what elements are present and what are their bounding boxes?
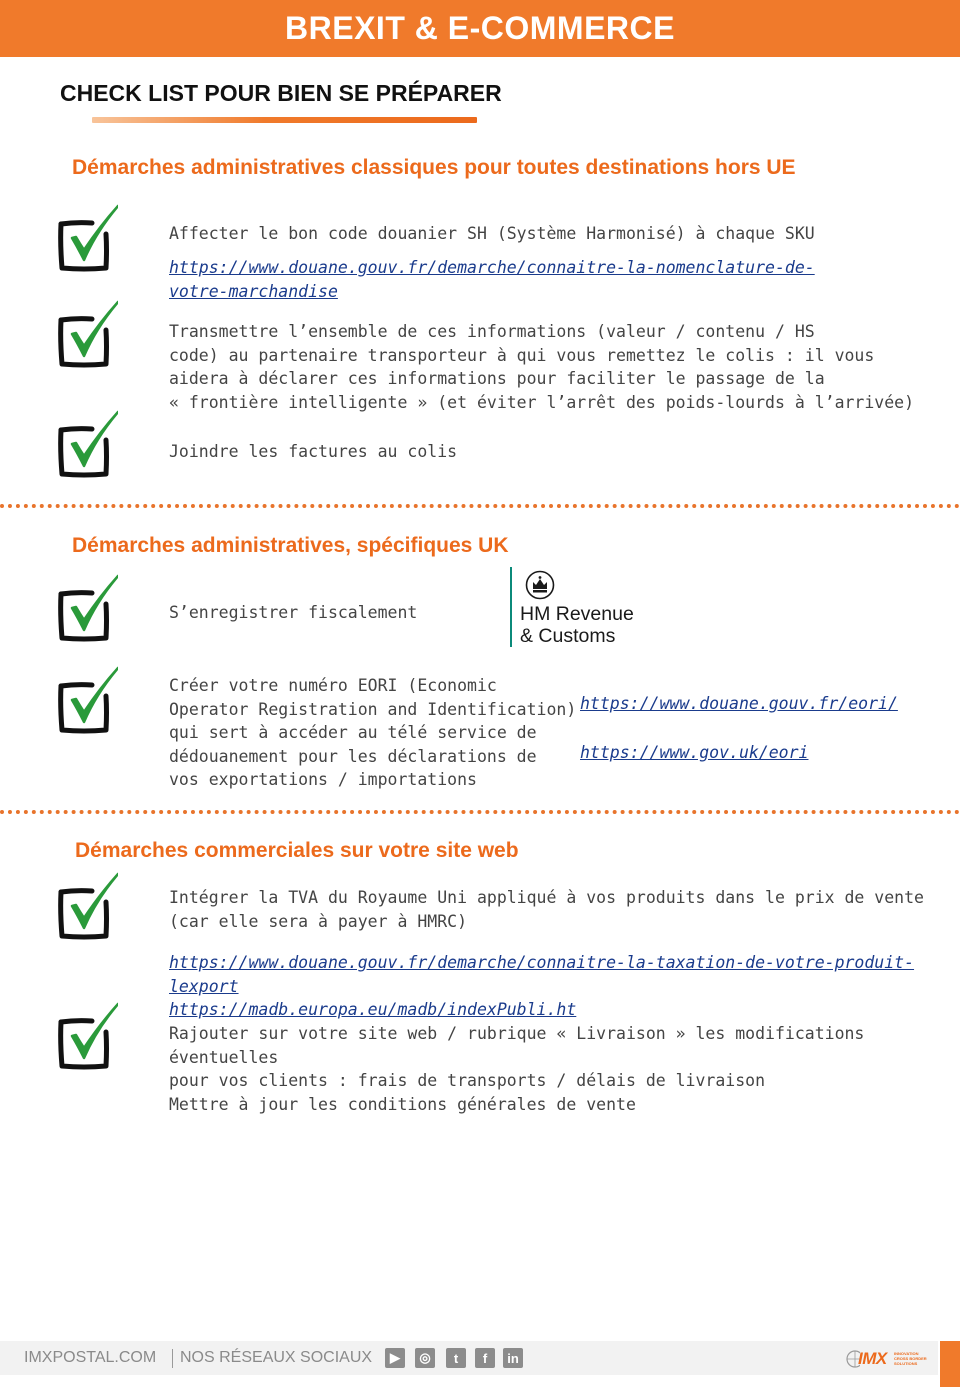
item-text-factures: Joindre les factures au colis [169,442,458,461]
item-text-code-sh: Affecter le bon code douanier SH (Système Harmonisé) à chaque SKU [169,224,815,243]
link-taxation-export[interactable]: https://www.douane.gouv.fr/demarche/connaitre-la-taxation-de-votre-produit-lexport https://madb.europa.eu/madb/indexPubli.ht [169,953,915,1019]
link-douane-eori[interactable]: https://www.douane.gouv.fr/eori/ [580,694,898,713]
hmrc-logo-bar [510,567,512,647]
header-banner [0,0,960,57]
hmrc-logo-text: HM Revenue & Customs [520,603,634,647]
item-text-enregistrer: S’enregistrer fiscalement [169,603,418,622]
checkbox-checked-icon [56,574,118,642]
section-title-uk: Démarches administratives, spécifiques UK [72,534,509,557]
imx-tagline: INNOVATION CROSS BORDER SOLUTIONS [894,1351,927,1366]
footer-separator [172,1349,173,1368]
hmrc-logo [510,567,650,647]
imx-logo-text: IMX [858,1349,887,1368]
section-divider [0,504,960,508]
footer-social-label: NOS RÉSEAUX SOCIAUX [180,1349,373,1366]
link-gov-uk-eori[interactable]: https://www.gov.uk/eori [580,743,809,762]
footer [0,1341,960,1387]
page-title: BREXIT & E-COMMERCE [285,10,675,46]
instagram-icon[interactable]: ◎ [415,1348,435,1368]
section-title-hors-ue: Démarches administratives classiques pour toutes destinations hors UE [72,156,796,179]
section-title-site-web: Démarches commerciales sur votre site web [75,839,519,862]
crown-crest-icon [524,570,556,600]
linkedin-icon[interactable]: in [503,1348,523,1368]
footer-site-link[interactable]: IMXPOSTAL.COM [24,1349,157,1366]
item-text-tva: Intégrer la TVA du Royaume Uni appliqué à vos produits dans le prix de vente (car elle sera à payer à HMRC) [169,888,924,931]
checkbox-checked-icon [56,872,118,940]
youtube-icon[interactable]: ▶ [385,1348,405,1368]
checkbox-checked-icon [56,204,118,272]
item-text-transmettre: Transmettre l’ensemble de ces informations (valeur / contenu / HS code) au partenaire transporteur à qui vous remettez le colis : il vous aidera à déclarer ces informations pour faciliter le passage de la « frontière intelligente » (et éviter l’arrêt des poids-lourds à l’arrivée) [169,322,915,412]
checkbox-checked-icon [56,300,118,368]
item-text-livraison: Rajouter sur votre site web / rubrique « Livraison » les modifications éventuelles pour vos clients : frais de transports / délais de livraison Mettre à jour les conditions générales de vente [169,1024,865,1114]
checkbox-checked-icon [56,410,118,478]
twitter-icon[interactable]: t [446,1348,466,1368]
checkbox-checked-icon [56,666,118,734]
checkbox-checked-icon [56,1002,118,1070]
link-nomenclature[interactable]: https://www.douane.gouv.fr/demarche/connaitre-la-nomenclature-de- votre-marchandise [169,258,815,301]
subtitle-underline [92,117,477,123]
footer-accent-edge [940,1341,960,1387]
item-text-eori: Créer votre numéro EORI (Economic Operator Registration and Identification) qui sert à accéder au télé service de dédouanement pour les déclarations de vos exportations / importations [169,676,577,789]
facebook-icon[interactable]: f [475,1348,495,1368]
section-divider [0,810,960,814]
checklist-subtitle: CHECK LIST POUR BIEN SE PRÉPARER [60,80,502,106]
imx-logo [846,1345,934,1373]
